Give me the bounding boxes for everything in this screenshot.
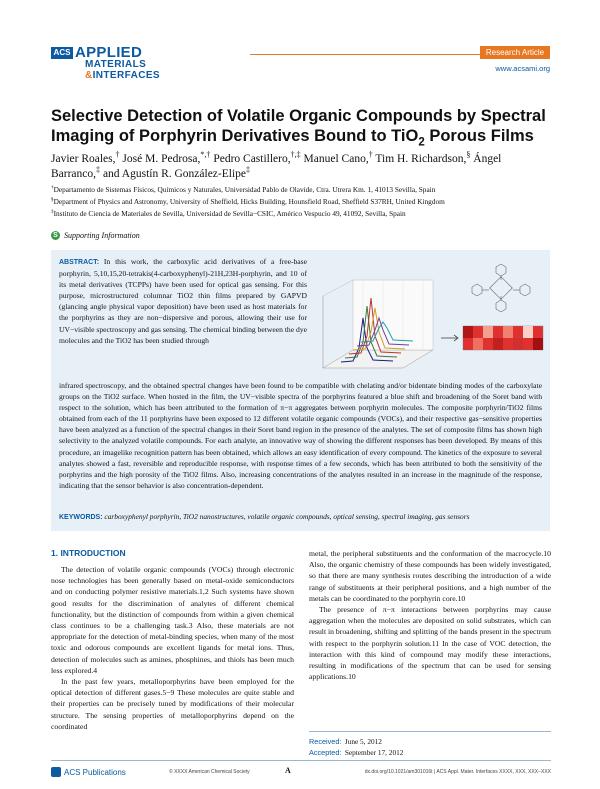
- supporting-info-icon: S: [51, 231, 60, 240]
- paragraph: metal, the peripheral substituents and the conformation of the macrocycle.10 Also, the organic chemistry of these compounds has been widely investigated, so that there are many synthesis routes describing the introduction of a wide range of substituents at their peripheral positions, and a high number of the metals can be coordinated to the porphyrin core.10: [309, 549, 551, 603]
- paragraph: The presence of π−π interactions between porphyrins may cause aggregation when the molecules are deposited on solid substrates, which can result in broadening, shifting and splitting of the bands present in the spectrum with respect to the porphyrin solution.11 In the case of VOC detection, the interaction with this kind of compound may modify these interactions, resulting in modifications of the spectrum that can be used for sensing applications.10: [309, 605, 551, 682]
- author-name: José M. Pedrosa,*,†: [122, 150, 211, 165]
- doi-citation[interactable]: dx.doi.org/10.1021/am301016t | ACS Appl. Mater. Interfaces XXXX, XXX, XXX−XXX: [364, 769, 551, 775]
- author-name: Tim H. Richardson,§: [375, 150, 471, 165]
- affiliations: [51, 184, 551, 220]
- publisher-logo: ACS Publications: [51, 767, 126, 777]
- body-column-right: [309, 548, 551, 682]
- toc-response-heatmap: [441, 326, 543, 350]
- acs-publications-icon: [51, 767, 61, 777]
- affiliation-line: §Department of Physics and Astronomy, University of Sheffield, Hicks Building, Hounsfield Road, Sheffield S37RH, United Kingdom: [51, 196, 445, 206]
- author-name: and Agustín R. González-Elipe‡: [102, 165, 251, 180]
- acs-logo-box: ACS: [51, 47, 73, 59]
- abstract-box: [51, 250, 550, 531]
- received-date: Received: June 5, 2012: [309, 737, 382, 746]
- article-type-badge: Research Article: [480, 46, 550, 59]
- affiliation-line: ‡Instituto de Ciencia de Materiales de Sevilla, Universidad de Sevilla−CSIC, Américo Vespucio 49, 41092, Sevilla, Spain: [51, 208, 406, 218]
- section-heading: 1. INTRODUCTION: [51, 548, 126, 558]
- affiliation-line: †Departamento de Sistemas Físicos, Químicos y Naturales, Universidad Pablo de Olavide, Ctra. Utrera Km. 1, 41013 Sevilla, Spain: [51, 184, 436, 194]
- paragraph: In the past few years, metalloporphyrins have been employed for the optical detection of different gases.5−9 These molecules are quite stable and their properties can be precisely tuned by modifications of their molecular structure. The sensing properties of metalloporphyrins depend on the coordinated: [51, 677, 294, 731]
- article-title: Selective Detection of Volatile Organic Compounds by Spectral Imaging of Porphyrin Derivatives Bound to TiO$_2$ Porous Films: [51, 107, 546, 149]
- copyright: © XXXX American Chemical Society: [169, 769, 250, 775]
- journal-logo: [51, 44, 241, 81]
- toc-spectra-plot: [323, 280, 433, 368]
- journal-website[interactable]: www.acsami.org: [495, 64, 550, 73]
- journal-name-line1: APPLIED: [75, 44, 143, 61]
- journal-name-line2: MATERIALS &INTERFACES: [85, 59, 160, 81]
- body-column-left: [51, 548, 294, 732]
- abstract-text-full: infrared spectroscopy, and the obtained spectral changes have been found to be compatible with chelating and/or bidentate binding modes of the carboxylate groups on the TiO2 surface. When hosted in the film, the UV−visible spectra of the porphyrins featured a blue shift and broadening of the Soret band with respect to the solution, which has been attributed to the formation of π−π aggregates between porphyrin molecules. The composite porphyrin/TiO2 films obtained from each of the 11 porphyrins have been exposed to 12 different volatile organic compounds (VOCs), and their respective gas−sensitive properties have been analyzed as a function of the spectral changes in their Soret band region in the presence of the analytes. The set of composite films has shown high selectivity to the analyzed volatile compounds. For each analyte, an innovative way of showing the different responses has been developed. By means of this procedure, an imagelike recognition pattern has been obtained, which allows an easy identification of every compound. The kinetics of the exposure to several analytes showed a fast, reversible and reproducible response, with response times of a few seconds, which has been attributed to both the sensitivity of the porphyrins and the high porosity of the TiO2 films. Also, increasing concentrations of the analytes resulted in an increase in the magnitude of the response, indicating that the sensor behavior is also concentration-dependent.: [59, 381, 542, 490]
- accepted-date: Accepted: September 17, 2012: [309, 748, 404, 757]
- paragraph: The detection of volatile organic compounds (VOCs) through electronic nose technologies has been generally based on metal-oxide semiconductors and on conducting polymer resistive materials.1,2 Such systems have shown good results for the discrimination of analytes of different chemical functionality, but the distinction of compounds from within a given chemical class continues to be a challenging task.3 Also, these materials are not appropriate for the detection of metal-binding species, when many of the most toxic and odorous compounds are excellent ligands for metal ions. Thus, detection of molecules such as amines, phosphines, and thiols has been much less explored.4: [51, 565, 294, 675]
- author-name: Javier Roales,†: [51, 150, 120, 165]
- abstract-text-left: ABSTRACT: In this work, the carboxylic acid derivatives of a free-base porphyrin, 5,10,15,20-tetrakis(4-carboxyphenyl)-21H,23H-porphyrin, and 10 of its metal derivatives (TCPPs) have been used for optical gas sensing. For this purpose, microstructured columnar TiO2 thin films prepared by GAPVD (glancing angle physical vapor deposition) have been used as host materials for the porphyrins as they are non−dispersive and porous, allowing their use for UV−visible spectroscopy and gas sensing. The chemical binding between the dye molecules and the TiO2 has been studied through: [59, 257, 307, 345]
- author-name: Manuel Cano,†: [303, 150, 373, 165]
- article-dates: [309, 731, 551, 758]
- page-number: A: [285, 766, 291, 775]
- page-footer: [51, 760, 551, 781]
- toc-graphic: [313, 258, 545, 380]
- author-name: Ángel Barranco,‡: [51, 153, 502, 180]
- author-list: [51, 152, 551, 182]
- toc-porphyrin-structure: [472, 264, 530, 312]
- author-name: Pedro Castillero,†,‡: [213, 150, 301, 165]
- keywords: KEYWORDS: carboxyphenyl porphyrin, TiO2 nanostructures, volatile organic compounds, optical sensing, spectral imaging, gas sensors: [59, 512, 470, 521]
- supporting-information-link[interactable]: S Supporting Information: [51, 231, 140, 240]
